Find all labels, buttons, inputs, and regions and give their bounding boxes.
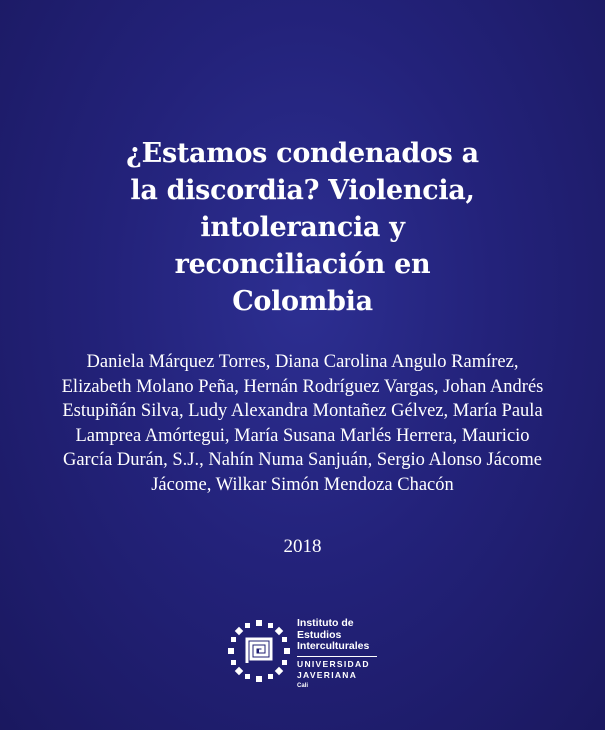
university-name-word: JAVERIANA (297, 669, 358, 680)
author-line: Elizabeth Molano Peña, Hernán Rodríguez Vargas, Johan Andrés (61, 376, 544, 397)
title-line: ¿Estamos condenados a (126, 138, 479, 169)
university-city: Cali (297, 682, 309, 689)
author-list (40, 350, 565, 497)
author-line: Estupiñán Silva, Ludy Alexandra Montañez Gélvez, María Paula (62, 401, 543, 421)
logo-wordmark (297, 618, 377, 692)
title-line: la discordia? Violencia, (130, 175, 475, 206)
university-name-line (297, 670, 377, 692)
author-line: García Durán, S.J., Nahín Numa Sanjuán, Sergio Alonso Jácome (62, 450, 543, 470)
title-line: reconciliación en (174, 249, 431, 280)
author-line: Jácome, Wilkar Simón Mendoza Chacón (151, 474, 454, 495)
spiral-sun-logo-icon (228, 620, 290, 682)
institute-name-line: Estudios (297, 628, 342, 641)
institute-name (297, 618, 377, 653)
author-line: Lamprea Amórtegui, María Susana Marlés Herrera, Mauricio (75, 425, 530, 446)
book-title (90, 135, 515, 320)
title-line: intolerancia y (200, 212, 405, 243)
logo-divider (297, 656, 377, 657)
university-name-line: UNIVERSIDAD (297, 658, 370, 669)
institute-name-line: Instituto de (297, 617, 354, 629)
title-line: Colombia (232, 286, 373, 317)
institute-name-line: Interculturales (297, 640, 370, 652)
institute-logo (228, 617, 388, 689)
university-name (297, 659, 377, 692)
author-line: Daniela Márquez Torres, Diana Carolina Angulo Ramírez, (86, 352, 519, 372)
publication-year: 2018 (283, 536, 322, 557)
